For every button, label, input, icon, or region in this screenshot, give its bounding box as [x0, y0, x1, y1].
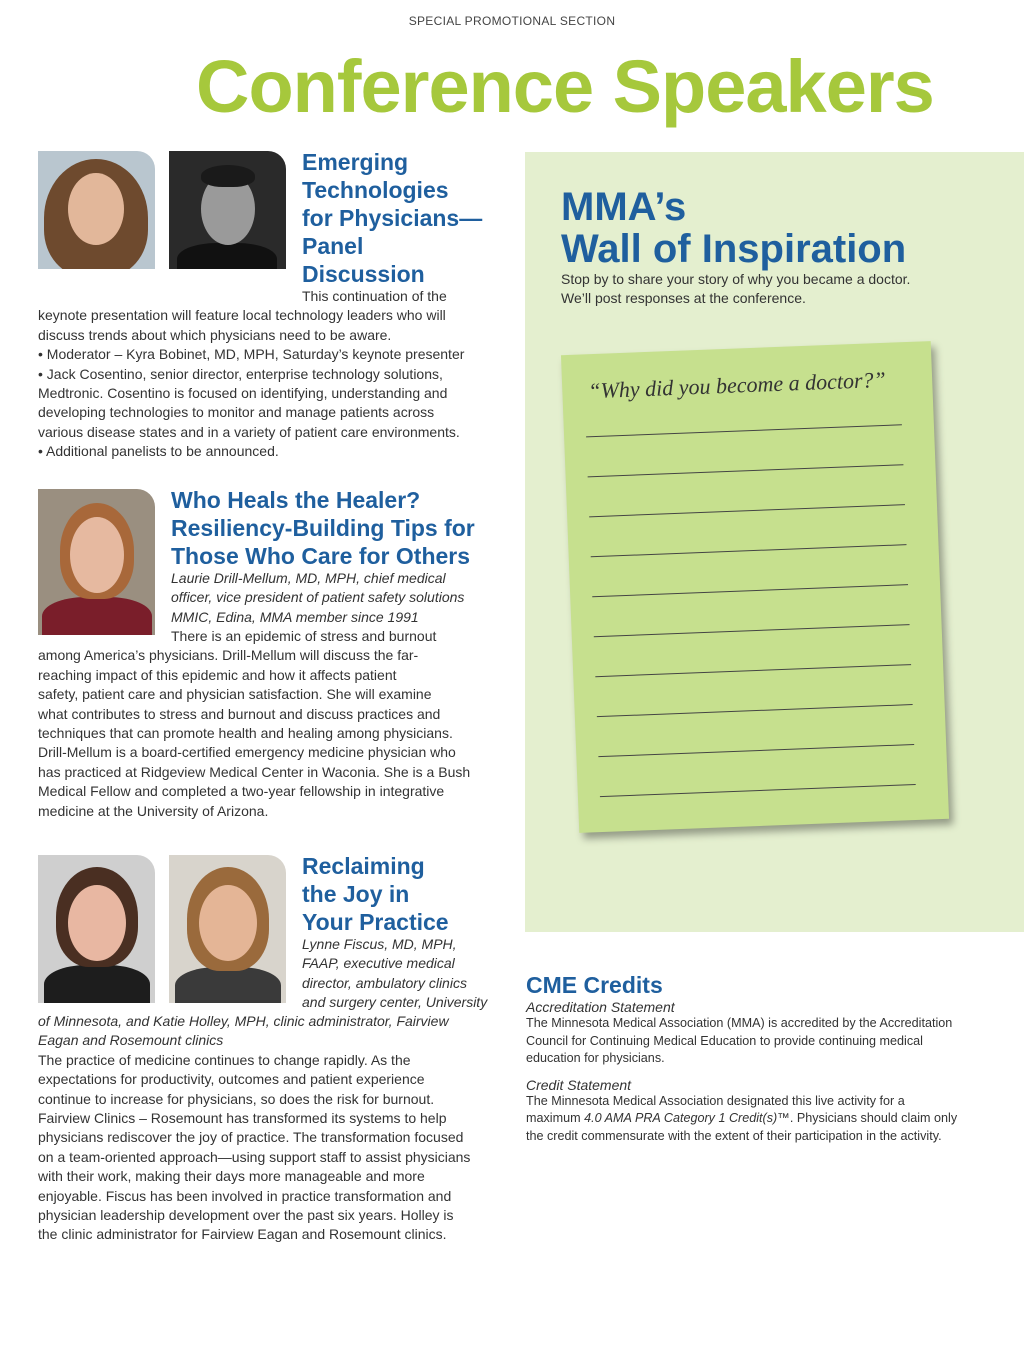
title-line: the Joy in — [302, 881, 410, 907]
accreditation-heading: Accreditation Statement — [526, 999, 675, 1015]
credit-line: The Minnesota Medical Association designated this live activity for a — [526, 1093, 905, 1108]
section-body-who-heals-the-healer — [38, 627, 508, 821]
body-line: Medical Fellow and completed a two-year fellowship in integrative — [38, 783, 445, 800]
credit-line-pre: maximum — [526, 1111, 585, 1125]
title-line: Panel — [302, 233, 364, 259]
intro-line: There is an epidemic of stress and burnout — [171, 628, 437, 644]
byline-line: Laurie Drill-Mellum, MD, MPH, chief medical — [171, 570, 446, 586]
wall-subtitle — [561, 270, 910, 308]
credit-heading: Credit Statement — [526, 1076, 632, 1093]
body-line: Drill-Mellum is a board-certified emergency medicine physician who — [38, 744, 456, 761]
speaker-photo-kyra-bobinet — [38, 151, 155, 269]
byline-line: director, ambulatory clinics — [302, 974, 467, 991]
title-line: Technologies — [302, 177, 449, 203]
body-line: what contributes to stress and burnout and discuss practices and — [38, 705, 441, 722]
section-title-reclaiming-the-joy — [302, 852, 449, 936]
cme-credits-body — [526, 999, 996, 1145]
body-line: • Moderator – Kyra Bobinet, MD, MPH, Saturday’s keynote presenter — [38, 346, 465, 363]
body-line: physician leadership development over the past six years. Holley is — [38, 1207, 454, 1224]
body-line: various disease states and in a variety of patient care environments. — [38, 423, 460, 440]
title-line: Resiliency-Building Tips for — [171, 515, 475, 541]
title-line: Your Practice — [302, 909, 449, 935]
write-line — [598, 744, 914, 757]
body-line: has practiced at Ridgeview Medical Center in Waconia. She is a Bush — [38, 763, 471, 780]
write-line — [597, 704, 913, 717]
byline-line: Lynne Fiscus, MD, MPH, — [302, 936, 457, 952]
wall-title-line: Wall of Inspiration — [561, 227, 907, 271]
note-question: “Why did you become a doctor?” — [587, 366, 887, 404]
body-line: • Additional panelists to be announced. — [38, 443, 279, 460]
speaker-photo-laurie-drill-mellum — [38, 489, 155, 635]
body-line: physicians rediscover the joy of practice. The transformation focused — [38, 1129, 464, 1146]
body-line: Fairview Clinics – Rosemount has transformed its systems to help — [38, 1110, 447, 1127]
title-line: Discussion — [302, 261, 425, 287]
write-line — [600, 784, 916, 797]
body-line: discuss trends about which physicians need to be aware. — [38, 326, 392, 343]
section-title-emerging-technologies — [302, 148, 482, 288]
write-line — [588, 464, 904, 477]
byline-line: and surgery center, University — [302, 994, 488, 1011]
byline-line: Eagan and Rosemount clinics — [38, 1032, 224, 1049]
title-line: Reclaiming — [302, 853, 425, 879]
title-line: for Physicians— — [302, 205, 483, 231]
intro-line: This continuation of the — [302, 288, 447, 304]
wall-subtitle-line: Stop by to share your story of why you became a doctor. — [561, 271, 911, 287]
speaker-byline-fiscus — [302, 935, 487, 1013]
write-line — [592, 584, 908, 597]
body-line: Medtronic. Cosentino is focused on identifying, understanding and — [38, 385, 448, 402]
title-line: Those Who Care for Others — [171, 543, 471, 569]
byline-line: officer, vice president of patient safety solutions — [171, 589, 465, 606]
credit-line-post: ™. Physicians should claim only — [777, 1111, 958, 1125]
wall-title-line: MMA’s — [561, 185, 687, 229]
accreditation-line: education for physicians. — [526, 1051, 665, 1065]
speaker-photo-lynne-fiscus — [38, 855, 155, 1003]
section-title-who-heals-the-healer — [171, 486, 475, 570]
section-label: SPECIAL PROMOTIONAL SECTION — [408, 14, 616, 28]
byline-line: FAAP, executive medical — [302, 955, 455, 972]
body-line: among America’s physicians. Drill-Mellum will discuss the far- — [38, 647, 419, 664]
write-line — [591, 544, 907, 557]
body-line: continue to increase for physicians, so does the risk for burnout. — [38, 1090, 435, 1107]
speaker-photo-katie-holley — [169, 855, 286, 1003]
accreditation-line: Council for Continuing Medical Education to provide continuing medical — [526, 1033, 923, 1048]
credit-line-italic: 4.0 AMA PRA Category 1 Credit(s) — [584, 1111, 778, 1125]
body-line: expectations for productivity, outcomes and patient experience — [38, 1071, 425, 1088]
write-line — [586, 424, 902, 437]
body-line: medicine at the University of Arizona. — [38, 802, 269, 819]
body-line: keynote presentation will feature local technology leaders who will — [38, 307, 446, 324]
section-body-reclaiming-the-joy — [38, 1012, 508, 1245]
byline-line: of Minnesota, and Katie Holley, MPH, clinic administrator, Fairview — [38, 1013, 449, 1029]
cme-credits-title: CME Credits — [526, 972, 663, 998]
wall-subtitle-line: We’ll post responses at the conference. — [561, 290, 806, 306]
speaker-photo-jack-cosentino — [169, 151, 286, 269]
sticky-note — [561, 341, 949, 833]
body-line: safety, patient care and physician satisfaction. She will examine — [38, 686, 432, 703]
credit-line: the credit commensurate with the extent of their participation in the activity. — [526, 1128, 942, 1143]
byline-line: MMIC, Edina, MMA member since 1991 — [171, 608, 419, 625]
title-line: Emerging — [302, 149, 409, 175]
page-title: Conference Speakers — [196, 45, 934, 128]
body-line: reaching impact of this epidemic and how it affects patient — [38, 666, 397, 683]
body-line: techniques that can promote health and healing among physicians. — [38, 725, 453, 742]
body-line: • Jack Cosentino, senior director, enterprise technology solutions, — [38, 365, 443, 382]
write-line — [595, 664, 911, 677]
body-line: the clinic administrator for Fairview Eagan and Rosemount clinics. — [38, 1226, 447, 1243]
write-line — [594, 624, 910, 637]
credit-line — [526, 1110, 996, 1128]
body-line: with their work, making their days more manageable and more — [38, 1168, 425, 1185]
accreditation-line: The Minnesota Medical Association (MMA) is accredited by the Accreditation — [526, 1016, 953, 1030]
title-line: Who Heals the Healer? — [171, 487, 421, 513]
wall-title — [561, 186, 906, 270]
write-line — [589, 504, 905, 517]
body-line: The practice of medicine continues to change rapidly. As the — [38, 1051, 411, 1068]
section-body-emerging-technologies — [38, 287, 508, 462]
body-line: on a team-oriented approach—using support staff to assist physicians — [38, 1148, 471, 1165]
body-line: enjoyable. Fiscus has been involved in practice transformation and — [38, 1187, 452, 1204]
speaker-byline-drill-mellum — [171, 569, 464, 627]
body-line: developing technologies to monitor and manage patients across — [38, 404, 435, 421]
